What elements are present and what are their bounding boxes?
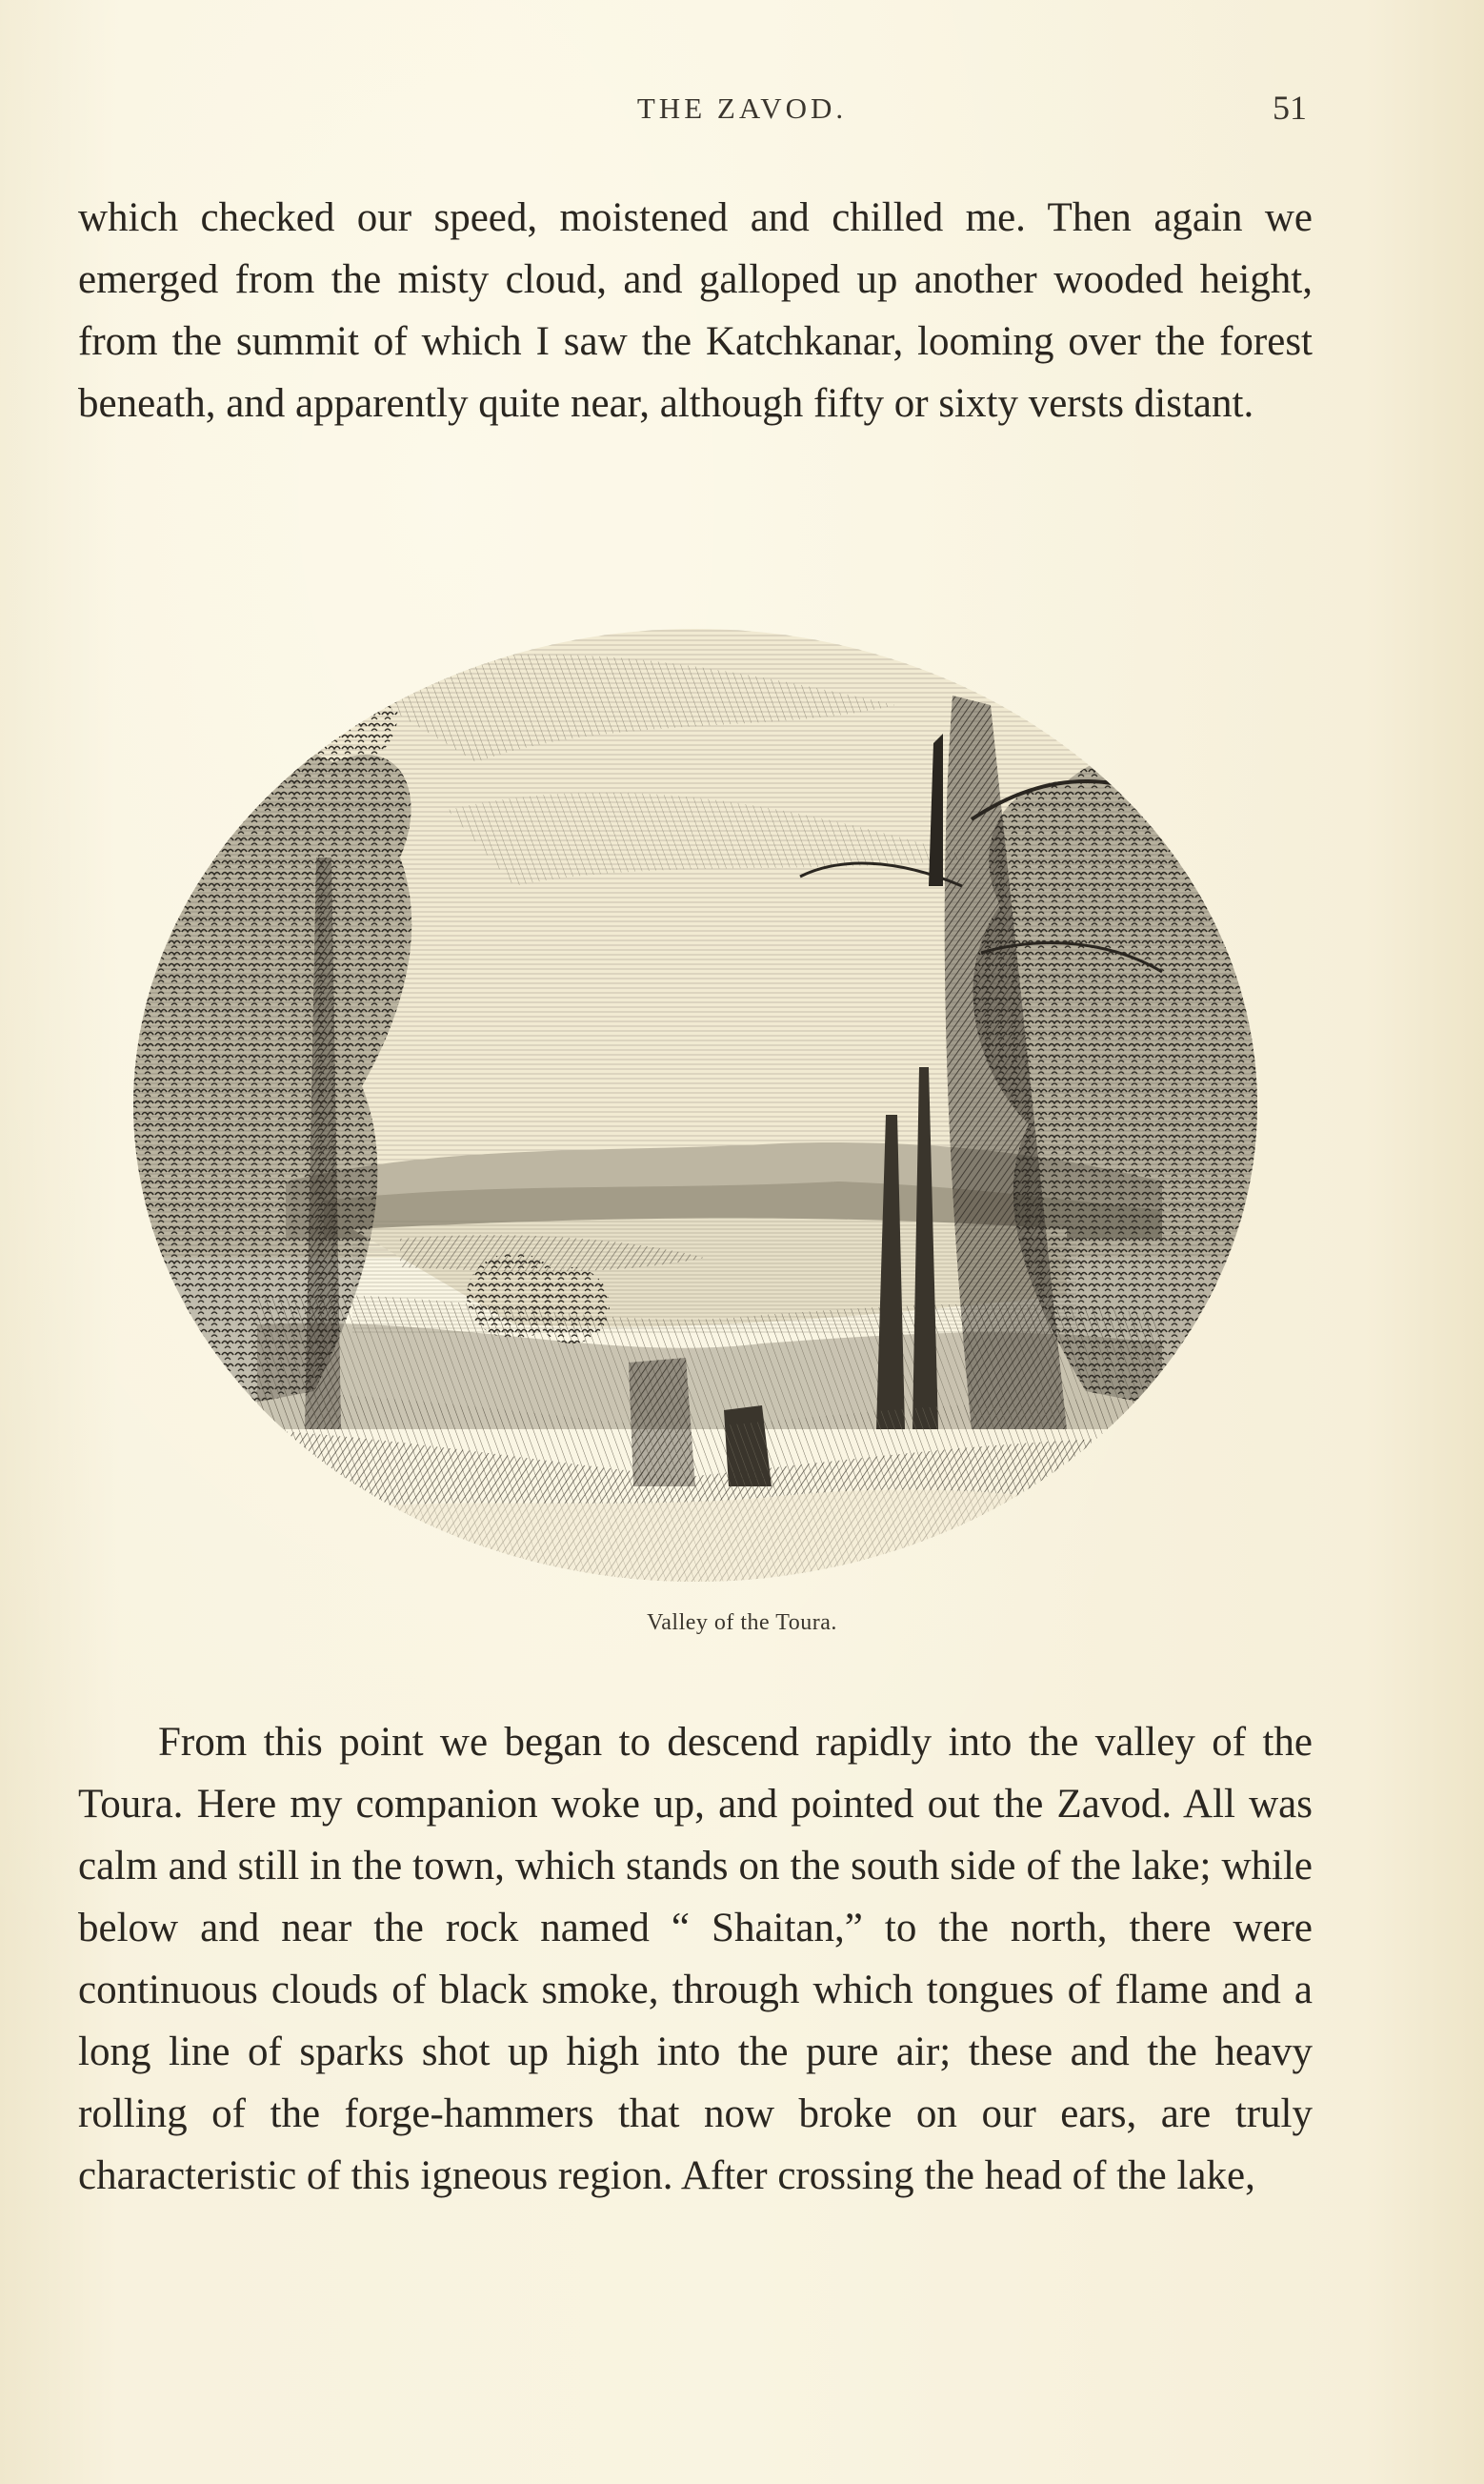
- running-head-title: THE ZAVOD.: [636, 91, 848, 125]
- paragraph-continuation: [78, 187, 1313, 434]
- paragraph-text: which checked our speed, moistened and chilled me. Then again we emerged from the misty cloud, and galloped up another wooded height, from the summit of which I saw the Katchkanar, looming over the forest beneath, and apparently quite near, although fifty or sixty versts distant.: [78, 195, 1313, 426]
- paragraph-text: From this point we began to descend rapidly into the valley of the Toura. Here my companion woke up, and pointed out the Zavod. All was calm and still in the town, which stands on the south side of the lake; while below and near the rock named “ Shaitan,” to the north, there were continuous clouds of black smoke, through which tongues of flame and a long line of sparks shot up high into the pure air; these and the heavy rolling of the forge-hammers that now broke on our ears, are truly characteristic of this igneous region. After crossing the head of the lake,: [78, 1720, 1313, 2198]
- paragraph-body: [78, 1711, 1313, 2207]
- figure-caption: Valley of the Toura.: [647, 1610, 837, 1635]
- page-number: 51: [1273, 89, 1307, 127]
- engraving-valley-illustration: [114, 572, 1276, 1591]
